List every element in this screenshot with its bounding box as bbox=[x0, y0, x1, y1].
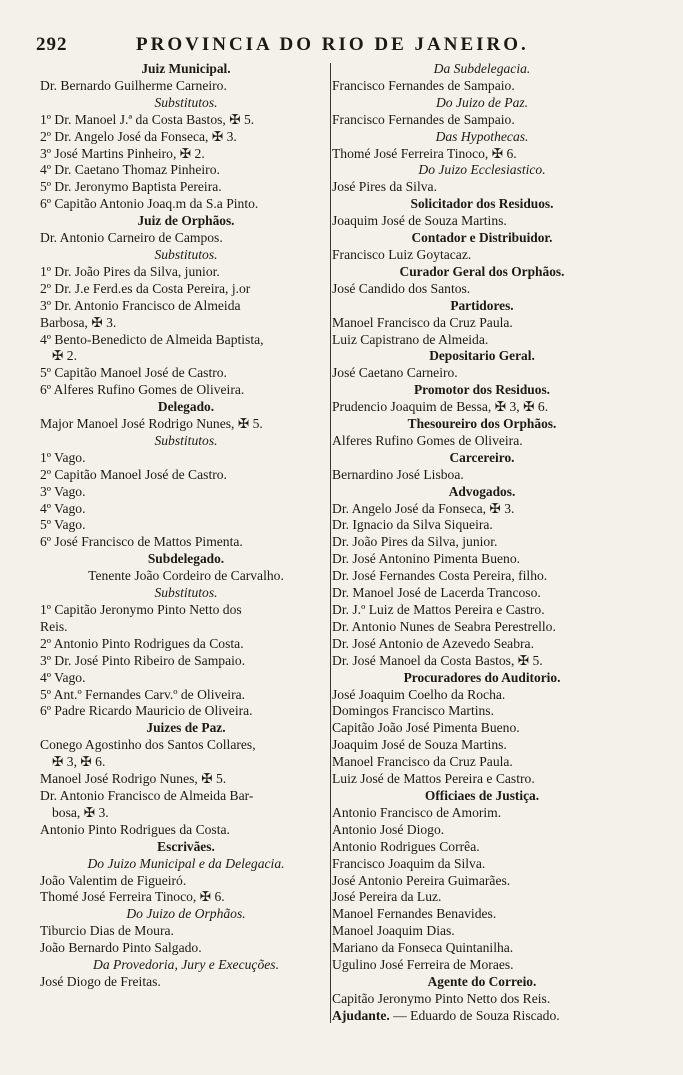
list-item: Tiburcio Dias de Moura. bbox=[40, 923, 174, 939]
list-item: Mariano da Fonseca Quintanilha. bbox=[332, 940, 514, 956]
ajudante-line bbox=[332, 1008, 632, 1025]
list-item: José Pereira da Luz. bbox=[332, 889, 442, 905]
list-item: Manoel Joaquim Dias. bbox=[332, 923, 455, 939]
sub-heading: Substitutos. bbox=[154, 585, 218, 601]
list-item: Manoel Fernandes Benavides. bbox=[332, 906, 497, 922]
entry-name: Francisco Luiz Goytacaz. bbox=[332, 246, 472, 262]
section-heading: Promotor dos Residuos. bbox=[413, 382, 551, 398]
entry-name: Major Manoel José Rodrigo Nunes, ✠ 5. bbox=[40, 416, 263, 432]
section-heading: Curador Geral dos Orphãos. bbox=[399, 263, 565, 279]
list-item: ✠ 2. bbox=[52, 348, 77, 364]
page-number: 292 bbox=[36, 34, 68, 55]
list-item: 2º Dr. Angelo José da Fonseca, ✠ 3. bbox=[40, 128, 237, 144]
sub-heading: Do Juizo Ecclesiastico. bbox=[418, 162, 546, 178]
list-item: 2º Dr. J.e Ferd.es da Costa Pereira, j.or bbox=[40, 280, 251, 296]
section-heading: Officiaes de Justiça. bbox=[424, 787, 540, 803]
section-heading: Carcereiro. bbox=[449, 449, 515, 465]
ajudante-name: Eduardo de Souza Riscado. bbox=[410, 1007, 560, 1023]
list-item: Dr. Antonio Nunes de Seabra Perestrello. bbox=[332, 618, 556, 634]
list-item: Ugulino José Ferreira de Moraes. bbox=[332, 957, 514, 973]
section-heading: Partidores. bbox=[450, 297, 514, 313]
list-item: 1º Dr. Manoel J.ª da Costa Bastos, ✠ 5. bbox=[40, 111, 255, 127]
list-item: 1º Vago. bbox=[40, 449, 86, 465]
sub-heading: Do Juizo de Orphãos. bbox=[126, 906, 246, 922]
sub-heading: Do Juizo de Paz. bbox=[435, 94, 529, 110]
section-heading: Juiz de Orphãos. bbox=[137, 213, 235, 229]
list-item: Dr. Angelo José da Fonseca, ✠ 3. bbox=[332, 500, 515, 516]
entry-name: Francisco Fernandes de Sampaio. bbox=[332, 77, 515, 93]
list-item: 6º Padre Ricardo Mauricio de Oliveira. bbox=[40, 703, 253, 719]
entry-name: Joaquim José de Souza Martins. bbox=[332, 213, 507, 229]
list-item: João Valentim de Figueiró. bbox=[40, 872, 187, 888]
list-item: 4º Vago. bbox=[40, 669, 86, 685]
sub-heading: Substitutos. bbox=[154, 246, 218, 262]
list-item: Dr. Antonio Francisco de Almeida Bar- bbox=[40, 787, 254, 803]
entry-name: Francisco Fernandes de Sampaio. bbox=[332, 111, 515, 127]
list-item: 5º Vago. bbox=[40, 517, 86, 533]
section-heading: Juizes de Paz. bbox=[146, 720, 226, 736]
sub-heading: Da Provedoria, Jury e Execuções. bbox=[93, 957, 279, 973]
list-item: 3º José Martins Pinheiro, ✠ 2. bbox=[40, 145, 205, 161]
list-item: Dr. João Pires da Silva, junior. bbox=[332, 534, 498, 550]
list-item: 6º Alferes Rufino Gomes de Oliveira. bbox=[40, 382, 245, 398]
list-item: Dr. Ignacio da Silva Siqueira. bbox=[332, 517, 493, 533]
list-item: 5º Ant.º Fernandes Carv.º de Oliveira. bbox=[40, 686, 246, 702]
list-item: 5º Capitão Manoel José de Castro. bbox=[40, 365, 227, 381]
list-item: 5º Dr. Jeronymo Baptista Pereira. bbox=[40, 179, 222, 195]
section-heading: Procuradores do Auditorio. bbox=[403, 669, 561, 685]
list-item: Manoel Francisco da Cruz Paula. bbox=[332, 314, 513, 330]
list-item: 2º Capitão Manoel José de Castro. bbox=[40, 466, 227, 482]
list-item: Dr. José Fernandes Costa Pereira, filho. bbox=[332, 568, 548, 584]
list-item: Manoel José Rodrigo Nunes, ✠ 5. bbox=[40, 771, 227, 787]
list-item: Dr. J.º Luiz de Mattos Pereira e Castro. bbox=[332, 602, 545, 617]
left-column bbox=[40, 61, 332, 991]
list-item: 3º Dr. Antonio Francisco de Almeida bbox=[40, 297, 241, 313]
entry-name: Tenente João Cordeiro de Carvalho. bbox=[88, 568, 284, 584]
list-item: 6º Capitão Antonio Joaq.m da S.a Pinto. bbox=[40, 196, 259, 212]
sub-heading: Do Juizo Municipal e da Delegacia. bbox=[87, 855, 285, 871]
sub-heading: Das Hypothecas. bbox=[435, 128, 529, 144]
list-item: Luiz José de Mattos Pereira e Castro. bbox=[332, 771, 535, 787]
list-item: Dr. José Antonino Pimenta Bueno. bbox=[332, 551, 521, 567]
section-heading: Depositario Geral. bbox=[429, 348, 535, 364]
entry-name: Alferes Rufino Gomes de Oliveira. bbox=[332, 432, 523, 448]
list-item: Reis. bbox=[40, 618, 68, 634]
list-item: ✠ 3, ✠ 6. bbox=[52, 754, 106, 770]
list-item: 4º Dr. Caetano Thomaz Pinheiro. bbox=[40, 162, 220, 178]
list-item: 3º Vago. bbox=[40, 483, 86, 499]
list-item: José Diogo de Freitas. bbox=[40, 973, 161, 989]
list-item: Antonio Rodrigues Corrêa. bbox=[332, 838, 480, 854]
list-item: José Joaquim Coelho da Rocha. bbox=[332, 686, 506, 702]
entry-name: José Caetano Carneiro. bbox=[332, 365, 458, 381]
section-heading: Advogados. bbox=[448, 483, 516, 499]
right-column bbox=[332, 61, 632, 1025]
sub-heading: Substitutos. bbox=[154, 94, 218, 110]
list-item: Barbosa, ✠ 3. bbox=[40, 314, 117, 330]
list-item: José Antonio Pereira Guimarães. bbox=[332, 872, 511, 888]
section-heading: Escrivães. bbox=[157, 838, 215, 854]
ajudante-label: Ajudante. bbox=[332, 1007, 390, 1023]
list-item: bosa, ✠ 3. bbox=[52, 804, 109, 820]
section-heading: Contador e Distribuidor. bbox=[411, 230, 553, 246]
list-item: Antonio Pinto Rodrigues da Costa. bbox=[40, 821, 230, 837]
list-item: Antonio Francisco de Amorim. bbox=[332, 804, 502, 820]
list-item: Dr. Manoel José de Lacerda Trancoso. bbox=[332, 585, 541, 601]
section-heading: Solicitador dos Residuos. bbox=[410, 196, 554, 212]
list-item: 6º José Francisco de Mattos Pimenta. bbox=[40, 534, 243, 550]
entry-name: Thomé José Ferreira Tinoco, ✠ 6. bbox=[332, 145, 517, 161]
list-item: Luiz Capistrano de Almeida. bbox=[332, 331, 489, 347]
list-item: Manoel Francisco da Cruz Paula. bbox=[332, 754, 513, 770]
list-item: 3º Dr. José Pinto Ribeiro de Sampaio. bbox=[40, 652, 246, 668]
list-item: Francisco Joaquim da Silva. bbox=[332, 855, 486, 871]
entry-name: Prudencio Joaquim de Bessa, ✠ 3, ✠ 6. bbox=[332, 399, 549, 415]
list-item: Antonio José Diogo. bbox=[332, 821, 445, 837]
list-item: Conego Agostinho dos Santos Collares, bbox=[40, 737, 256, 753]
section-heading: Juiz Municipal. bbox=[141, 61, 231, 76]
list-item: João Bernardo Pinto Salgado. bbox=[40, 940, 202, 956]
entry-name: José Candido dos Santos. bbox=[332, 280, 471, 296]
list-item: Dr. José Antonio de Azevedo Seabra. bbox=[332, 635, 534, 651]
page-header bbox=[36, 34, 636, 56]
list-item: 2º Antonio Pinto Rodrigues da Costa. bbox=[40, 635, 244, 651]
section-heading: Subdelegado. bbox=[147, 551, 225, 567]
entry-name: Capitão Jeronymo Pinto Netto dos Reis. bbox=[332, 990, 551, 1006]
list-item: 1º Dr. João Pires da Silva, junior. bbox=[40, 263, 220, 279]
list-item: Domingos Francisco Martins. bbox=[332, 703, 494, 719]
list-item: Joaquim José de Souza Martins. bbox=[332, 737, 507, 753]
entry-name: José Pires da Silva. bbox=[332, 179, 437, 195]
entry-name: Dr. Bernardo Guilherme Carneiro. bbox=[40, 77, 227, 93]
list-item: 4º Vago. bbox=[40, 500, 86, 516]
sub-heading: Substitutos. bbox=[154, 432, 218, 448]
entry-name: Dr. Antonio Carneiro de Campos. bbox=[40, 230, 223, 246]
entry-name: Bernardino José Lisboa. bbox=[332, 466, 464, 482]
list-item: 4º Bento-Benedicto de Almeida Baptista, bbox=[40, 331, 264, 347]
section-heading: Delegado. bbox=[157, 399, 215, 415]
list-item: Thomé José Ferreira Tinoco, ✠ 6. bbox=[40, 889, 225, 905]
list-item: Capitão João José Pimenta Bueno. bbox=[332, 720, 520, 736]
sub-heading: Da Subdelegacia. bbox=[433, 61, 531, 76]
page-title: PROVINCIA DO RIO DE JANEIRO. bbox=[136, 34, 529, 55]
ajudante-dash: — bbox=[389, 1007, 411, 1023]
section-heading: Agente do Correio. bbox=[427, 973, 537, 989]
list-item: Dr. José Manoel da Costa Bastos, ✠ 5. bbox=[332, 652, 543, 668]
list-item: 1º Capitão Jeronymo Pinto Netto dos bbox=[40, 602, 242, 617]
section-heading: Thesoureiro dos Orphãos. bbox=[407, 416, 557, 432]
